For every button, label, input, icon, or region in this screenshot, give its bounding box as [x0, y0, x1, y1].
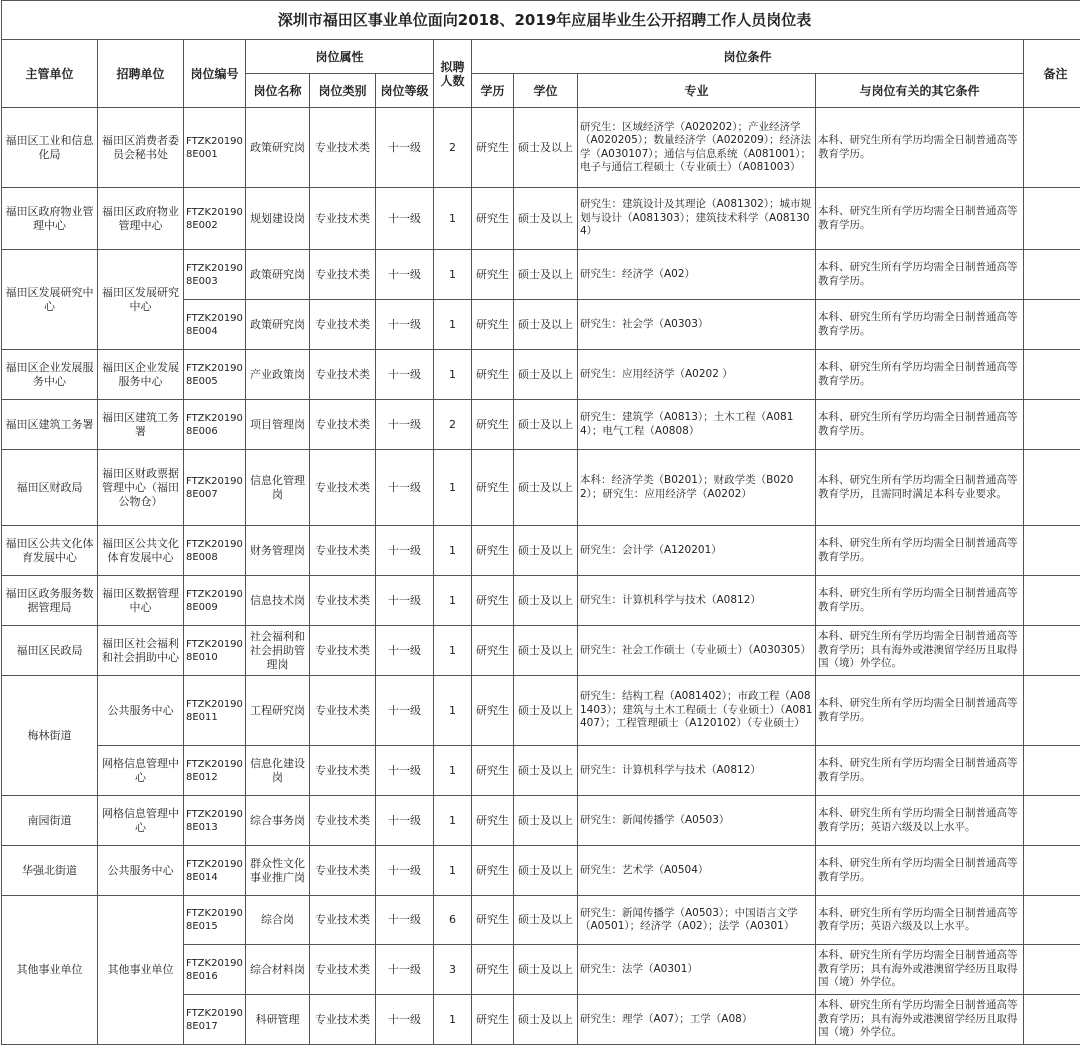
cell-code: FTZK201908E012 [184, 746, 246, 796]
cell-degree: 硕士及以上 [514, 846, 578, 896]
header-edu: 学历 [472, 74, 514, 108]
cell-count: 1 [434, 846, 472, 896]
cell-major: 研究生：经济学（A02） [578, 250, 816, 300]
cell-post-grade: 十一级 [376, 400, 434, 450]
table-row [2, 350, 1080, 400]
cell-note [1024, 896, 1080, 945]
cell-edu: 研究生 [472, 796, 514, 846]
cell-code: FTZK201908E005 [184, 350, 246, 400]
table-row [2, 108, 1080, 188]
cell-dept: 福田区政务服务数据管理局 [2, 576, 98, 626]
cell-post-type: 专业技术类 [310, 450, 376, 526]
cell-post-grade: 十一级 [376, 896, 434, 945]
cell-major: 研究生：社会学（A0303） [578, 300, 816, 350]
cell-post-name: 财务管理岗 [246, 526, 310, 576]
header-other: 与岗位有关的其它条件 [816, 74, 1024, 108]
cell-post-name: 产业政策岗 [246, 350, 310, 400]
cell-note [1024, 400, 1080, 450]
header-code: 岗位编号 [184, 40, 246, 108]
cell-dept: 福田区政府物业管理中心 [2, 188, 98, 250]
cell-edu: 研究生 [472, 746, 514, 796]
cell-post-grade: 十一级 [376, 846, 434, 896]
cell-other: 本科、研究生所有学历均需全日制普通高等教育学历。 [816, 108, 1024, 188]
cell-dept: 福田区财政局 [2, 450, 98, 526]
cell-post-type: 专业技术类 [310, 108, 376, 188]
cell-major: 研究生：理学（A07）；工学（A08） [578, 995, 816, 1045]
cell-major: 研究生：建筑学（A0813）；土木工程（A0814）；电气工程（A0808） [578, 400, 816, 450]
cell-dept: 福田区公共文化体育发展中心 [2, 526, 98, 576]
cell-post-name: 工程研究岗 [246, 676, 310, 746]
cell-note [1024, 526, 1080, 576]
cell-post-type: 专业技术类 [310, 995, 376, 1045]
cell-degree: 硕士及以上 [514, 746, 578, 796]
cell-unit: 福田区公共文化体育发展中心 [98, 526, 184, 576]
cell-post-type: 专业技术类 [310, 576, 376, 626]
cell-major: 研究生：法学（A0301） [578, 945, 816, 995]
cell-post-type: 专业技术类 [310, 626, 376, 676]
header-post-name: 岗位名称 [246, 74, 310, 108]
header-major: 专业 [578, 74, 816, 108]
cell-post-type: 专业技术类 [310, 400, 376, 450]
cell-dept: 福田区工业和信息化局 [2, 108, 98, 188]
header-dept: 主管单位 [2, 40, 98, 108]
cell-edu: 研究生 [472, 995, 514, 1045]
cell-post-type: 专业技术类 [310, 250, 376, 300]
cell-count: 2 [434, 400, 472, 450]
table-row [2, 846, 1080, 896]
cell-degree: 硕士及以上 [514, 626, 578, 676]
cell-post-type: 专业技术类 [310, 188, 376, 250]
cell-other: 本科、研究生所有学历均需全日制普通高等教育学历；英语六级及以上水平。 [816, 796, 1024, 846]
cell-dept: 福田区民政局 [2, 626, 98, 676]
cell-code: FTZK201908E010 [184, 626, 246, 676]
cell-degree: 硕士及以上 [514, 400, 578, 450]
cell-other: 本科、研究生所有学历均需全日制普通高等教育学历。 [816, 188, 1024, 250]
header-count: 拟聘人数 [434, 40, 472, 108]
cell-edu: 研究生 [472, 896, 514, 945]
cell-count: 1 [434, 746, 472, 796]
cell-other: 本科、研究生所有学历均需全日制普通高等教育学历。 [816, 526, 1024, 576]
cell-other: 本科、研究生所有学历均需全日制普通高等教育学历。 [816, 576, 1024, 626]
cell-post-name: 综合岗 [246, 896, 310, 945]
cell-unit: 福田区数据管理中心 [98, 576, 184, 626]
cell-post-name: 群众性文化事业推广岗 [246, 846, 310, 896]
cell-code: FTZK201908E003 [184, 250, 246, 300]
cell-other: 本科、研究生所有学历均需全日制普通高等教育学历。 [816, 846, 1024, 896]
cell-dept: 福田区建筑工务署 [2, 400, 98, 450]
cell-other: 本科、研究生所有学历均需全日制普通高等教育学历；英语六级及以上水平。 [816, 896, 1024, 945]
cell-code: FTZK201908E014 [184, 846, 246, 896]
cell-note [1024, 626, 1080, 676]
cell-note [1024, 350, 1080, 400]
table-row [2, 896, 1080, 945]
cell-unit: 公共服务中心 [98, 846, 184, 896]
cell-note [1024, 995, 1080, 1045]
cell-note [1024, 250, 1080, 300]
table-row [2, 576, 1080, 626]
cell-count: 1 [434, 676, 472, 746]
cell-post-name: 综合事务岗 [246, 796, 310, 846]
cell-post-grade: 十一级 [376, 526, 434, 576]
cell-count: 6 [434, 896, 472, 945]
cell-post-type: 专业技术类 [310, 746, 376, 796]
cell-unit: 福田区财政票据管理中心（福田公物仓） [98, 450, 184, 526]
cell-post-type: 专业技术类 [310, 846, 376, 896]
cell-major: 研究生：建筑设计及其理论（A081302）；城市规划与设计（A081303）；建筑技术科学（A081304） [578, 188, 816, 250]
cell-edu: 研究生 [472, 350, 514, 400]
cell-code: FTZK201908E007 [184, 450, 246, 526]
cell-note [1024, 576, 1080, 626]
cell-unit: 福田区建筑工务署 [98, 400, 184, 450]
cell-dept: 其他事业单位 [2, 896, 98, 1045]
cell-edu: 研究生 [472, 188, 514, 250]
cell-degree: 硕士及以上 [514, 796, 578, 846]
cell-code: FTZK201908E001 [184, 108, 246, 188]
cell-code: FTZK201908E017 [184, 995, 246, 1045]
cell-code: FTZK201908E006 [184, 400, 246, 450]
cell-post-type: 专业技术类 [310, 676, 376, 746]
cell-degree: 硕士及以上 [514, 945, 578, 995]
cell-post-grade: 十一级 [376, 796, 434, 846]
cell-edu: 研究生 [472, 676, 514, 746]
cell-count: 1 [434, 188, 472, 250]
cell-post-name: 信息技术岗 [246, 576, 310, 626]
table-row [2, 400, 1080, 450]
cell-count: 1 [434, 626, 472, 676]
cell-degree: 硕士及以上 [514, 576, 578, 626]
cell-unit: 公共服务中心 [98, 676, 184, 746]
cell-post-grade: 十一级 [376, 746, 434, 796]
header-unit: 招聘单位 [98, 40, 184, 108]
cell-major: 研究生：会计学（A120201） [578, 526, 816, 576]
cell-other: 本科、研究生所有学历均需全日制普通高等教育学历，且需同时满足本科专业要求。 [816, 450, 1024, 526]
cell-code: FTZK201908E002 [184, 188, 246, 250]
cell-post-grade: 十一级 [376, 188, 434, 250]
cell-note [1024, 746, 1080, 796]
cell-major: 研究生：结构工程（A081402）；市政工程（A081403）；建筑与土木工程硕士（专业硕士）（A081407）；工程管理硕士（A120102）（专业硕士） [578, 676, 816, 746]
cell-unit: 网格信息管理中心 [98, 796, 184, 846]
table-row [2, 796, 1080, 846]
cell-post-name: 信息化建设岗 [246, 746, 310, 796]
cell-code: FTZK201908E004 [184, 300, 246, 350]
cell-post-grade: 十一级 [376, 450, 434, 526]
cell-edu: 研究生 [472, 846, 514, 896]
cell-other: 本科、研究生所有学历均需全日制普通高等教育学历。 [816, 746, 1024, 796]
cell-count: 1 [434, 250, 472, 300]
cell-post-grade: 十一级 [376, 108, 434, 188]
table-row [2, 526, 1080, 576]
cell-degree: 硕士及以上 [514, 300, 578, 350]
cell-post-name: 综合材料岗 [246, 945, 310, 995]
cell-count: 2 [434, 108, 472, 188]
cell-unit: 福田区发展研究中心 [98, 250, 184, 350]
cell-post-name: 科研管理 [246, 995, 310, 1045]
cell-post-type: 专业技术类 [310, 526, 376, 576]
table-row [2, 746, 1080, 796]
cell-post-grade: 十一级 [376, 250, 434, 300]
cell-major: 研究生：区域经济学（A020202）；产业经济学（A020205）；数量经济学（A020209）；经济法学（A030107）；通信与信息系统（A081001）；电子与通信工程硕士（专业硕士）（A081003） [578, 108, 816, 188]
cell-unit: 其他事业单位 [98, 896, 184, 1045]
header-degree: 学位 [514, 74, 578, 108]
cell-code: FTZK201908E013 [184, 796, 246, 846]
cell-post-type: 专业技术类 [310, 945, 376, 995]
cell-count: 1 [434, 526, 472, 576]
cell-post-grade: 十一级 [376, 995, 434, 1045]
table-row [2, 676, 1080, 746]
cell-dept: 华强北街道 [2, 846, 98, 896]
cell-post-name: 信息化管理岗 [246, 450, 310, 526]
cell-count: 1 [434, 576, 472, 626]
cell-code: FTZK201908E009 [184, 576, 246, 626]
cell-unit: 福田区企业发展服务中心 [98, 350, 184, 400]
cell-edu: 研究生 [472, 400, 514, 450]
cell-note [1024, 846, 1080, 896]
cell-note [1024, 188, 1080, 250]
cell-edu: 研究生 [472, 250, 514, 300]
cell-edu: 研究生 [472, 945, 514, 995]
table-row [2, 450, 1080, 526]
cell-other: 本科、研究生所有学历均需全日制普通高等教育学历；具有海外或港澳留学经历且取得国（境）外学位。 [816, 945, 1024, 995]
cell-post-name: 政策研究岗 [246, 250, 310, 300]
cell-code: FTZK201908E011 [184, 676, 246, 746]
cell-major: 研究生：社会工作硕士（专业硕士）（A030305） [578, 626, 816, 676]
cell-other: 本科、研究生所有学历均需全日制普通高等教育学历。 [816, 350, 1024, 400]
cell-count: 1 [434, 796, 472, 846]
header-post-type: 岗位类别 [310, 74, 376, 108]
cell-other: 本科、研究生所有学历均需全日制普通高等教育学历。 [816, 676, 1024, 746]
cell-other: 本科、研究生所有学历均需全日制普通高等教育学历。 [816, 300, 1024, 350]
cell-code: FTZK201908E008 [184, 526, 246, 576]
cell-degree: 硕士及以上 [514, 108, 578, 188]
cell-post-name: 社会福利和社会捐助管理岗 [246, 626, 310, 676]
cell-note [1024, 300, 1080, 350]
cell-major: 研究生：计算机科学与技术（A0812） [578, 746, 816, 796]
cell-edu: 研究生 [472, 450, 514, 526]
cell-major: 研究生：新闻传播学（A0503）；中国语言文学（A0501）；经济学（A02）；法学（A0301） [578, 896, 816, 945]
table-row [2, 250, 1080, 300]
cell-unit: 福田区政府物业管理中心 [98, 188, 184, 250]
cell-note [1024, 945, 1080, 995]
cell-post-grade: 十一级 [376, 626, 434, 676]
cell-major: 本科：经济学类（B0201）；财政学类（B0202）；研究生：应用经济学（A0202） [578, 450, 816, 526]
header-cond: 岗位条件 [472, 40, 1024, 74]
table-row [2, 188, 1080, 250]
cell-unit: 福田区消费者委员会秘书处 [98, 108, 184, 188]
cell-edu: 研究生 [472, 526, 514, 576]
cell-count: 1 [434, 450, 472, 526]
cell-major: 研究生：新闻传播学（A0503） [578, 796, 816, 846]
cell-count: 1 [434, 300, 472, 350]
cell-post-grade: 十一级 [376, 350, 434, 400]
cell-dept: 福田区发展研究中心 [2, 250, 98, 350]
cell-post-grade: 十一级 [376, 576, 434, 626]
cell-count: 3 [434, 945, 472, 995]
cell-degree: 硕士及以上 [514, 526, 578, 576]
cell-other: 本科、研究生所有学历均需全日制普通高等教育学历；具有海外或港澳留学经历且取得国（境）外学位。 [816, 995, 1024, 1045]
cell-degree: 硕士及以上 [514, 676, 578, 746]
cell-edu: 研究生 [472, 626, 514, 676]
table-row [2, 626, 1080, 676]
cell-major: 研究生：计算机科学与技术（A0812） [578, 576, 816, 626]
cell-note [1024, 450, 1080, 526]
cell-other: 本科、研究生所有学历均需全日制普通高等教育学历。 [816, 250, 1024, 300]
cell-major: 研究生：应用经济学（A0202 ） [578, 350, 816, 400]
header-attr: 岗位属性 [246, 40, 434, 74]
cell-post-name: 政策研究岗 [246, 300, 310, 350]
cell-post-type: 专业技术类 [310, 350, 376, 400]
cell-edu: 研究生 [472, 300, 514, 350]
cell-other: 本科、研究生所有学历均需全日制普通高等教育学历。 [816, 400, 1024, 450]
cell-note [1024, 676, 1080, 746]
cell-dept: 梅林街道 [2, 676, 98, 796]
cell-degree: 硕士及以上 [514, 995, 578, 1045]
recruitment-table [1, 0, 1080, 1045]
cell-count: 1 [434, 995, 472, 1045]
cell-post-name: 规划建设岗 [246, 188, 310, 250]
cell-note [1024, 108, 1080, 188]
cell-post-grade: 十一级 [376, 300, 434, 350]
header-post-grade: 岗位等级 [376, 74, 434, 108]
table-body [2, 108, 1080, 1045]
cell-code: FTZK201908E015 [184, 896, 246, 945]
cell-major: 研究生：艺术学（A0504） [578, 846, 816, 896]
cell-post-type: 专业技术类 [310, 896, 376, 945]
cell-post-type: 专业技术类 [310, 796, 376, 846]
cell-post-grade: 十一级 [376, 945, 434, 995]
header-note: 备注 [1024, 40, 1080, 108]
cell-post-grade: 十一级 [376, 676, 434, 746]
cell-post-type: 专业技术类 [310, 300, 376, 350]
cell-count: 1 [434, 350, 472, 400]
cell-other: 本科、研究生所有学历均需全日制普通高等教育学历；具有海外或港澳留学经历且取得国（境）外学位。 [816, 626, 1024, 676]
cell-unit: 福田区社会福利和社会捐助中心 [98, 626, 184, 676]
cell-dept: 南园街道 [2, 796, 98, 846]
cell-edu: 研究生 [472, 108, 514, 188]
cell-degree: 硕士及以上 [514, 350, 578, 400]
cell-degree: 硕士及以上 [514, 896, 578, 945]
cell-dept: 福田区企业发展服务中心 [2, 350, 98, 400]
cell-post-name: 政策研究岗 [246, 108, 310, 188]
cell-edu: 研究生 [472, 576, 514, 626]
cell-note [1024, 796, 1080, 846]
cell-code: FTZK201908E016 [184, 945, 246, 995]
cell-degree: 硕士及以上 [514, 250, 578, 300]
cell-post-name: 项目管理岗 [246, 400, 310, 450]
cell-degree: 硕士及以上 [514, 450, 578, 526]
cell-unit: 网格信息管理中心 [98, 746, 184, 796]
cell-degree: 硕士及以上 [514, 188, 578, 250]
page-title: 深圳市福田区事业单位面向2018、2019年应届毕业生公开招聘工作人员岗位表 [2, 1, 1080, 40]
